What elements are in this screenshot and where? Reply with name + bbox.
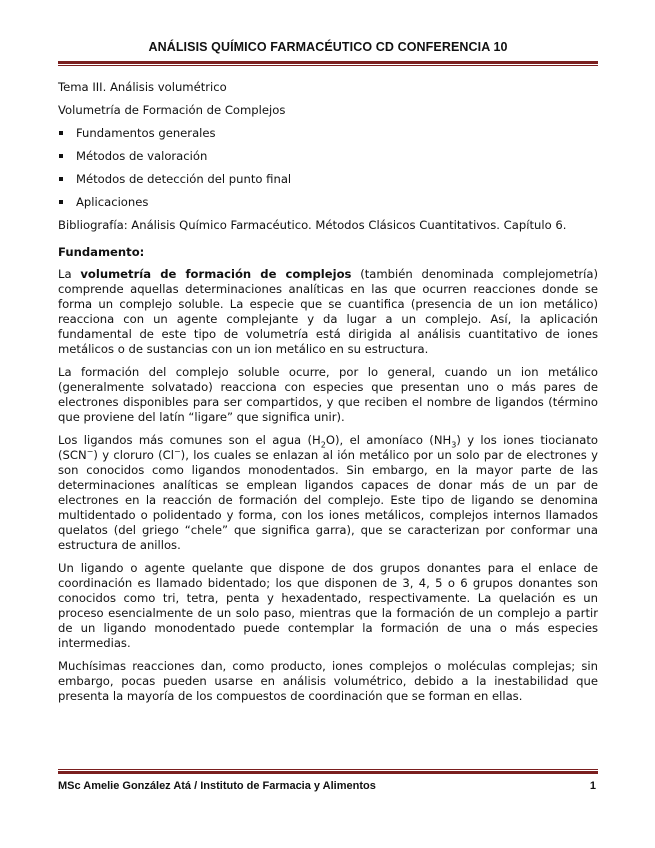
footer-rule (58, 769, 598, 774)
bullet-icon (59, 177, 63, 181)
page-footer (58, 780, 598, 792)
list-item: Métodos de detección del punto final (58, 172, 598, 187)
list-item: Fundamentos generales (58, 126, 598, 141)
bullet-icon (59, 154, 63, 158)
list-item: Aplicaciones (58, 195, 598, 210)
paragraph-5: Muchísimas reacciones dan, como producto, iones complejos o moléculas complejas; sin embargo, pocas pueden usarse en análisis volumétrico, debido a la inestabilidad que presenta la mayoría de los compuestos de coordinación que se forman en ellas. (58, 659, 598, 703)
footer-author: MSc Amelie González Atá / Instituto de Farmacia y Alimentos (58, 780, 376, 792)
section-heading: Fundamento: (58, 245, 145, 259)
header-rule (58, 61, 598, 66)
page-content (58, 80, 598, 712)
bibliography-line: Bibliografía: Análisis Químico Farmacéutico. Métodos Clásicos Cuantitativos. Capítulo 6. (58, 218, 567, 232)
bullet-icon (59, 200, 63, 204)
bullet-icon (59, 131, 63, 135)
paragraph-3: Los ligandos más comunes son el agua $(H_2O)$, el amoníaco $(NH_3)$ y los iones tiocianato (SCN−) y cloruro (Cl−), los cuales se enlazan al ión metálico por un solo par de electrones y son conocidos como ligandos monodentados. Sin embargo, en la mayor parte de las determinaciones analíticas se emplean ligandos capaces de donar más de un par de electrones en la reacción de formación del complejo. Este tipo de ligando se denomina multidentado o polidentado y forma, con los iones metálicos, complejos internos llamados quelatos (del griego “chele” que significa garra), que se caracterizan por conformar una estructura de anillos. (58, 433, 599, 552)
list-item: Métodos de valoración (58, 149, 598, 164)
key-term: volumetría de formación de complejos (80, 267, 352, 281)
paragraph-2: La formación del complejo soluble ocurre, por lo general, cuando un ion metálico (generalmente solvatado) reacciona con especies que presentan uno o más pares de electrones disponibles para ser compartidos, y que reciben el nombre de ligandos (término que proviene del latín “ligare” que significa unir). (58, 365, 598, 424)
paragraph-1: La volumetría de formación de complejos (también denominada complejometría) comprende aquellas determinaciones analíticas en las que ocurren reacciones donde se forma un complejo soluble. La especie que se cuantifica (presencia de un ion metálico) reacciona con un agente complejante y da lugar a un complejo. Así, la aplicación fundamental de este tipo de volumetría está dirigida al análisis cuantitativo de iones metálicos o de sustancias con un ion metálico en su estructura. (58, 267, 599, 356)
paragraph-4: Un ligando o agente quelante que dispone de dos grupos donantes para el enlace de coordinación es llamado bidentado; los que disponen de 3, 4, 5 o 6 grupos donantes son conocidos como tri, tetra, penta y hexadentado, respectivamente. La quelación es un proceso esencialmente de un solo paso, mientras que la formación de un complejo a partir de un ligando monodentado puede contemplar la formación de una o más especies intermedias. (58, 561, 598, 650)
page-number: 1 (589, 780, 596, 792)
subtitle-line: Volumetría de Formación de Complejos (58, 103, 286, 117)
topic-line: Tema III. Análisis volumétrico (58, 80, 227, 94)
page-header-title: ANÁLISIS QUÍMICO FARMACÉUTICO CD CONFERENCIA 10 (148, 40, 508, 54)
topics-list (58, 126, 598, 210)
